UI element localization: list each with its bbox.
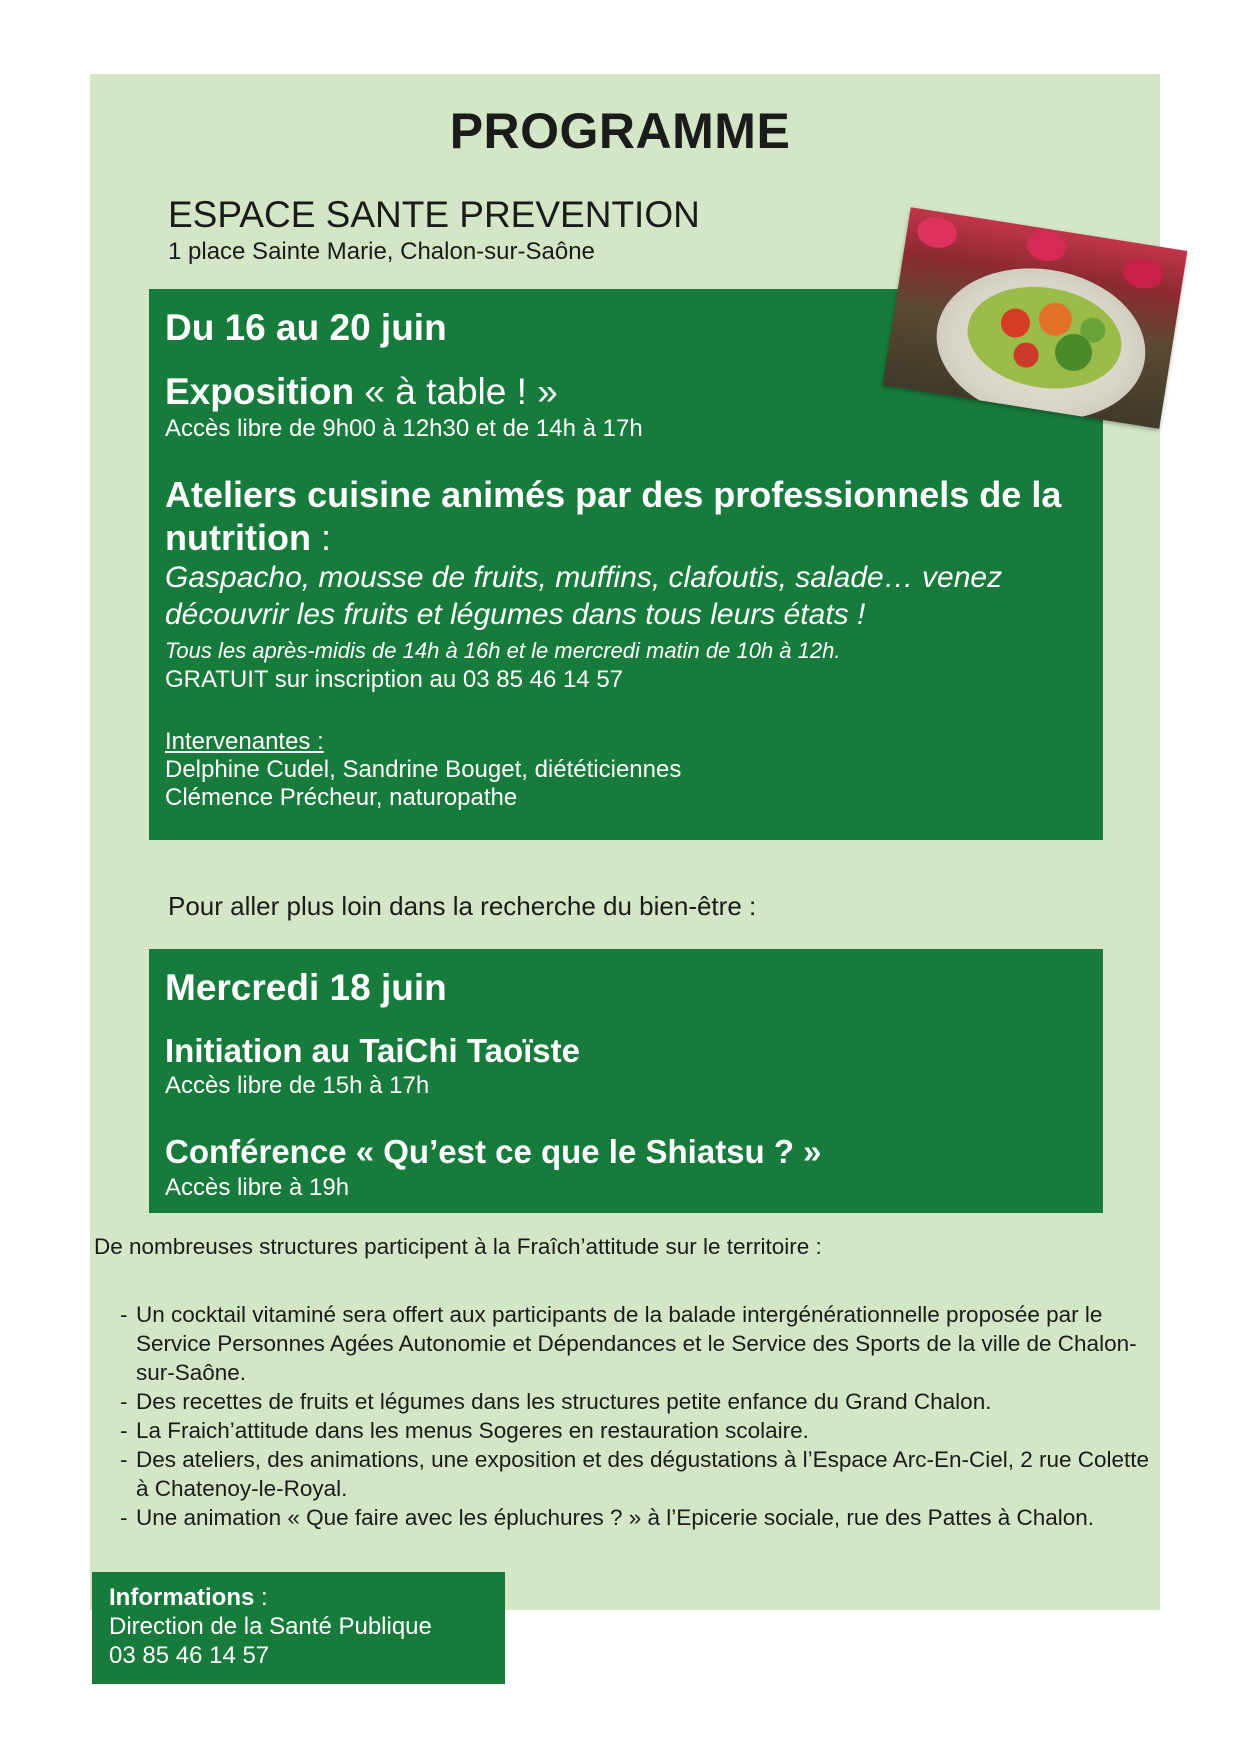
information-box xyxy=(92,1572,505,1684)
block2-date: Mercredi 18 juin xyxy=(165,967,447,1008)
info-label-colon: : xyxy=(254,1584,268,1611)
speakers-label: Intervenantes : xyxy=(165,728,324,755)
speaker-1: Delphine Cudel, Sandrine Bouget, diététiciennes xyxy=(165,756,682,783)
expo-title xyxy=(165,371,558,413)
ateliers-schedule: Tous les après-midis de 14h à 16h et le mercredi matin de 10h à 12h. xyxy=(165,638,841,663)
speaker-2: Clémence Précheur, naturopathe xyxy=(165,784,518,811)
list-item: - Des ateliers, des animations, une exposition et des dégustations à l’Espace Arc-En-Ciel, 2 rue Colette à Chatenoy-le-Royal. xyxy=(120,1445,1150,1503)
info-phone: 03 85 46 14 57 xyxy=(109,1642,270,1669)
venue-name: ESPACE SANTE PREVENTION xyxy=(168,194,700,235)
conference-hours: Accès libre à 19h xyxy=(165,1174,350,1201)
info-label xyxy=(109,1584,268,1612)
list-item: - La Fraich’attitude dans les menus Sogeres en restauration scolaire. xyxy=(120,1416,1150,1445)
info-label-text: Informations xyxy=(109,1584,255,1611)
flower-decoration xyxy=(915,215,959,251)
intro-text: Pour aller plus loin dans la recherche du bien-être : xyxy=(168,891,757,921)
ateliers-title-text: Ateliers cuisine animés par des professionnels de la nutrition xyxy=(165,474,1062,558)
venue-address: 1 place Sainte Marie, Chalon-sur-Saône xyxy=(168,238,595,265)
ateliers-menu: Gaspacho, mousse de fruits, muffins, clafoutis, salade… venez découvrir les fruits et légumes dans tous leurs états ! xyxy=(165,561,1003,631)
list-item: - Un cocktail vitaminé sera offert aux participants de la balade intergénérationnelle proposée par le Service Personnes Agées Autonomie et Dépendances et le Service des Sports de la ville de Chalon-sur-Saône. xyxy=(120,1300,1150,1387)
list-item: - Une animation « Que faire avec les épluchures ? » à l’Epicerie sociale, rue des Pattes à Chalon. xyxy=(120,1503,1150,1532)
program-block-june-18 xyxy=(149,949,1103,1213)
conference-title: Conférence « Qu’est ce que le Shiatsu ? » xyxy=(165,1133,822,1170)
flower-decoration xyxy=(1024,228,1068,264)
list-item: - Des recettes de fruits et légumes dans les structures petite enfance du Grand Chalon. xyxy=(120,1387,1150,1416)
expo-title-bold: Exposition xyxy=(165,371,355,412)
page-title: PROGRAMME xyxy=(449,103,791,159)
taichi-title: Initiation au TaiChi Taoïste xyxy=(165,1032,580,1069)
ateliers-registration: GRATUIT sur inscription au 03 85 46 14 57 xyxy=(165,666,624,693)
info-line-1: Direction de la Santé Publique xyxy=(109,1613,432,1640)
ateliers-title-colon: : xyxy=(310,517,331,558)
flower-decoration xyxy=(1121,255,1165,291)
block1-date: Du 16 au 20 juin xyxy=(165,307,447,348)
expo-title-rest: « à table ! » xyxy=(354,371,558,412)
structures-intro: De nombreuses structures participent à la Fraîch’attitude sur le territoire : xyxy=(94,1234,822,1259)
taichi-hours: Accès libre de 15h à 17h xyxy=(165,1072,430,1099)
structures-list xyxy=(120,1300,1150,1532)
expo-hours: Accès libre de 9h00 à 12h30 et de 14h à 17h xyxy=(165,415,643,442)
ateliers-title xyxy=(165,473,1065,559)
